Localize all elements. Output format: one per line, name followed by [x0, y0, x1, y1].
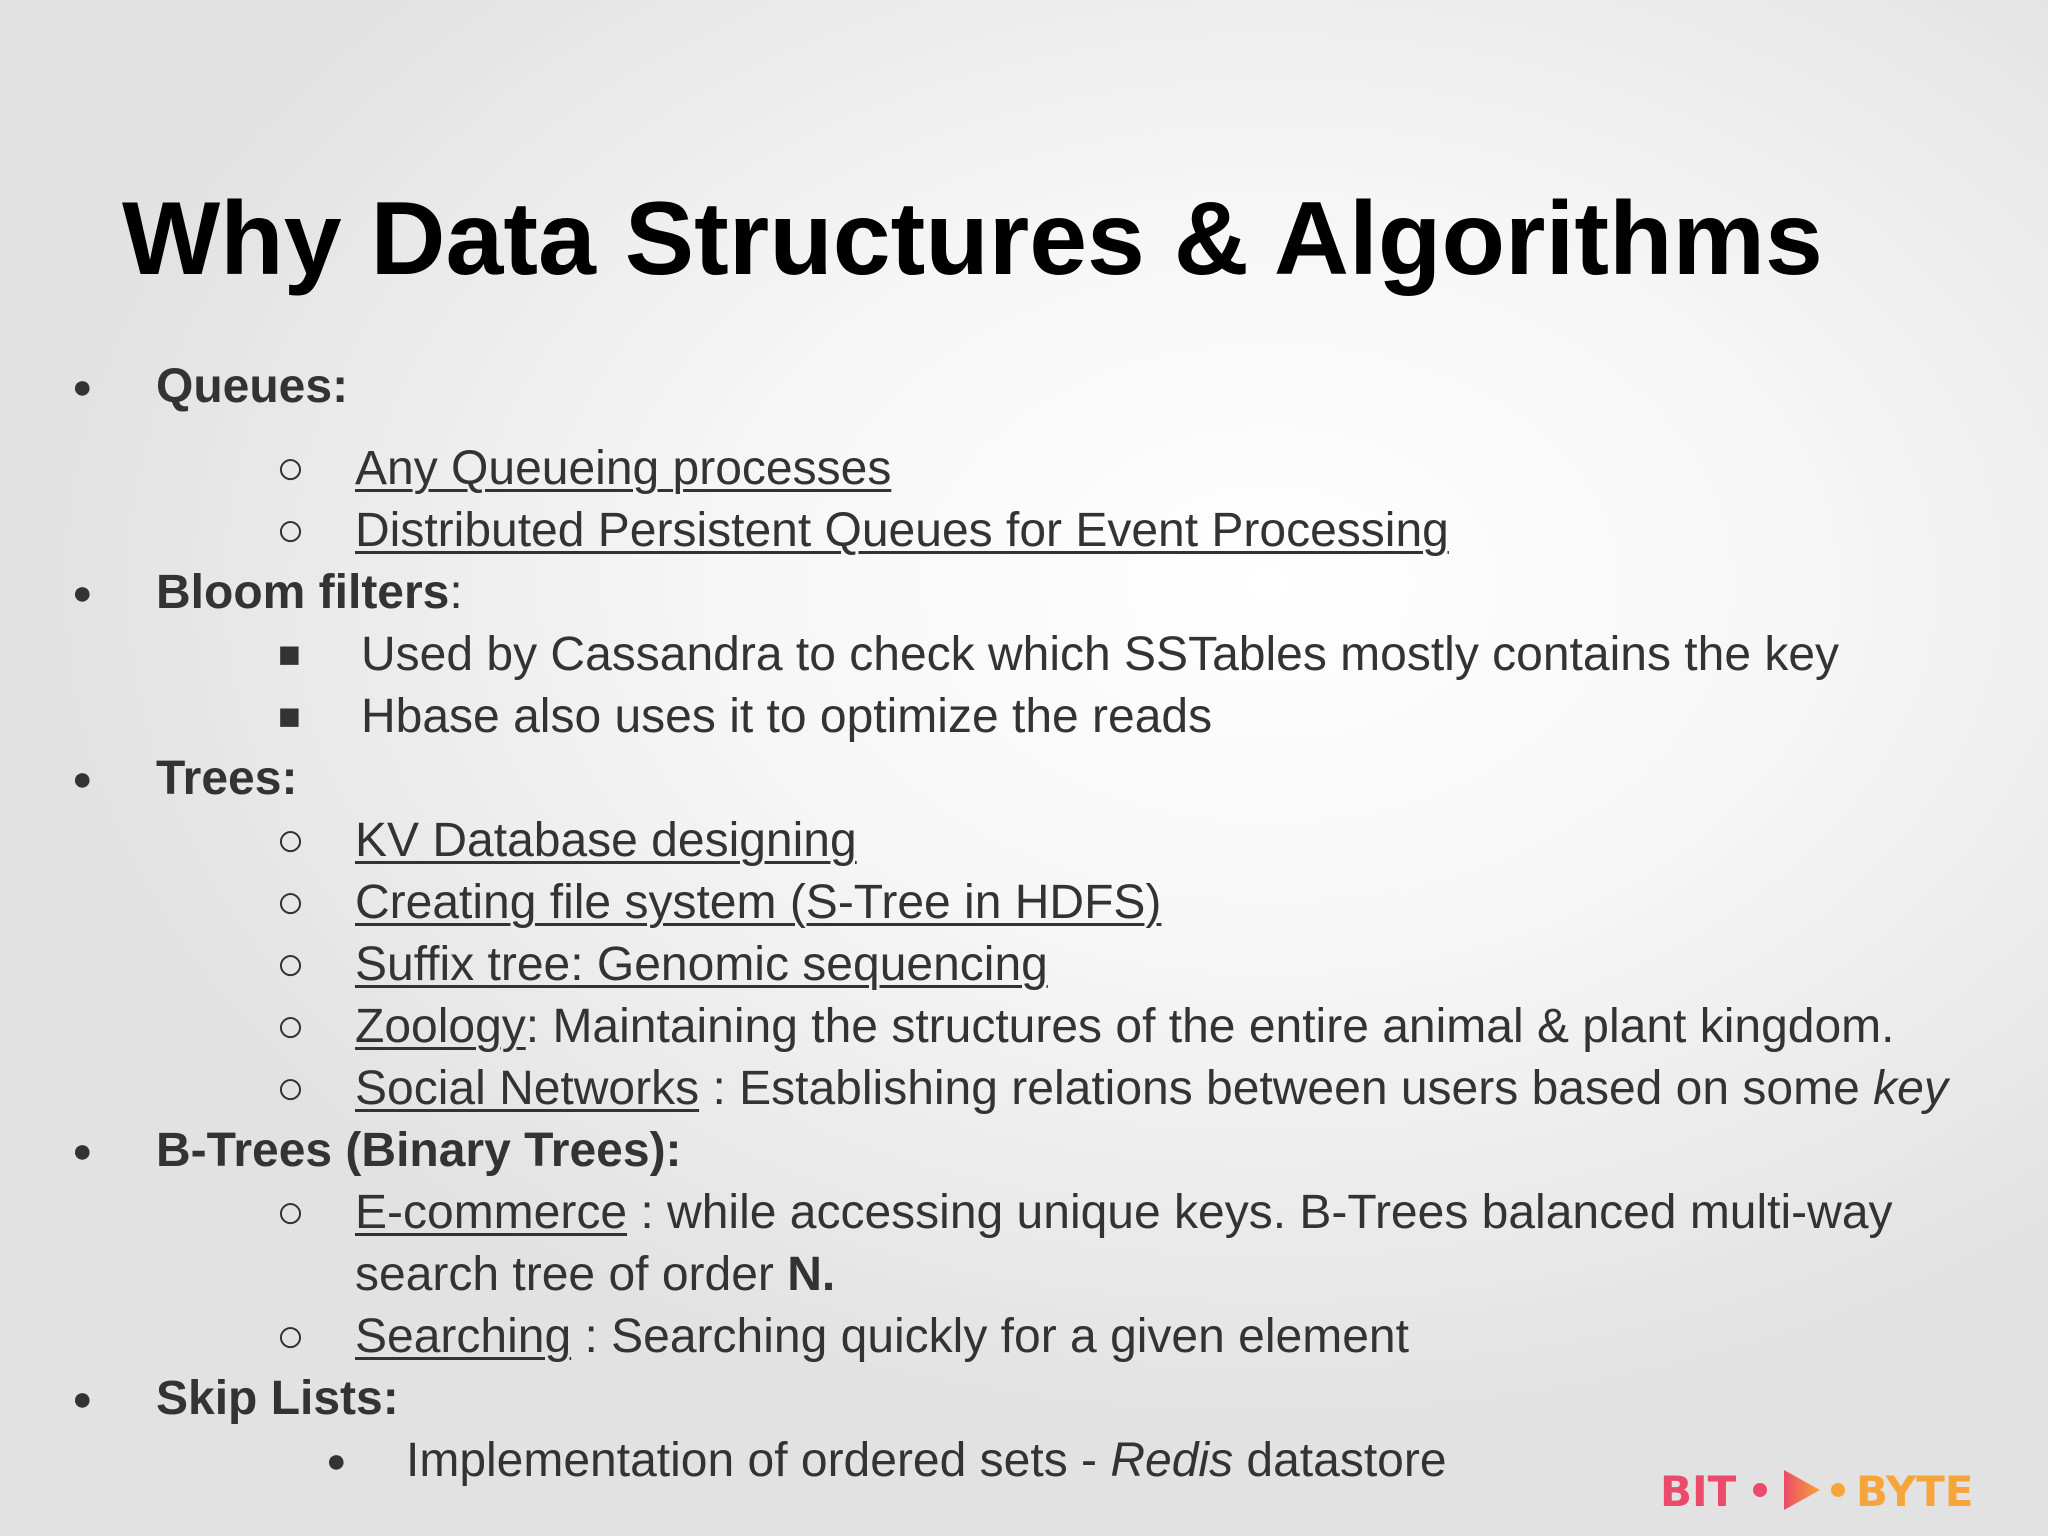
bullet-icon: ●: [72, 574, 93, 612]
circle-bullet-icon: ○: [276, 1062, 305, 1115]
list-item: [355, 1306, 1409, 1368]
item-text: search tree of order: [355, 1248, 788, 1301]
square-bullet-icon: ■: [278, 634, 301, 676]
item-text: : while accessing unique keys. B-Trees balanced multi-way: [627, 1186, 1893, 1239]
section-heading-btrees: B-Trees (Binary Trees):: [156, 1124, 682, 1177]
list-item: [355, 438, 891, 500]
item-text: : Establishing relations between users based on some: [699, 1062, 1874, 1115]
item-text: datastore: [1233, 1434, 1447, 1487]
list-item: [355, 934, 1048, 996]
item-bold: N.: [787, 1248, 836, 1301]
item-link[interactable]: Any Queueing processes: [355, 442, 892, 495]
bullet-icon: ●: [72, 760, 93, 798]
circle-bullet-icon: ○: [276, 938, 305, 991]
item-link[interactable]: Suffix tree: Genomic sequencing: [355, 938, 1048, 991]
item-link[interactable]: E-commerce: [355, 1186, 628, 1239]
list-item: Used by Cassandra to check which SSTables mostly contains the key: [361, 628, 1840, 681]
list-item-continuation: [355, 1244, 835, 1306]
bullet-icon: ●: [326, 1442, 347, 1480]
list-item: [355, 872, 1161, 934]
circle-bullet-icon: ○: [276, 1310, 305, 1363]
list-item: [355, 1058, 1948, 1120]
square-bullet-icon: ■: [278, 696, 301, 738]
list-item: [355, 500, 1449, 562]
item-italic: Redis: [1110, 1434, 1234, 1487]
list-item: Hbase also uses it to optimize the reads: [361, 690, 1213, 743]
list-item: [355, 810, 857, 872]
bit-byte-logo: [1658, 1462, 1988, 1518]
item-link[interactable]: Creating file system (S-Tree in HDFS): [355, 876, 1162, 929]
item-link[interactable]: Zoology: [355, 1000, 526, 1053]
bullet-icon: ●: [72, 368, 93, 406]
item-text: : Maintaining the structures of the entire animal & plant kingdom.: [525, 1000, 1895, 1053]
item-link[interactable]: KV Database designing: [355, 814, 857, 867]
circle-bullet-icon: ○: [276, 1000, 305, 1053]
circle-bullet-icon: ○: [276, 504, 305, 557]
bullet-icon: ●: [72, 1380, 93, 1418]
heading-colon: :: [449, 566, 463, 619]
item-link[interactable]: Searching: [355, 1310, 572, 1363]
section-heading-trees: Trees:: [156, 752, 298, 805]
circle-bullet-icon: ○: [276, 1186, 305, 1239]
item-link[interactable]: Social Networks: [355, 1062, 700, 1115]
heading-text: Bloom filters: [156, 566, 450, 619]
logo-arrow-icon: [1753, 1470, 1845, 1510]
section-heading-queues: Queues:: [156, 360, 349, 413]
section-heading-skip-lists: Skip Lists:: [156, 1372, 399, 1425]
item-text: Implementation of ordered sets -: [406, 1434, 1111, 1487]
section-heading-bloom: [156, 562, 463, 624]
logo-right-text: BYTE: [1856, 1467, 1974, 1516]
item-italic: key: [1873, 1062, 1948, 1115]
circle-bullet-icon: ○: [276, 814, 305, 867]
list-item: [355, 1182, 1893, 1244]
slide-title: Why Data Structures & Algorithms: [122, 181, 1823, 297]
list-item: [406, 1430, 1447, 1492]
list-item: [355, 996, 1895, 1058]
bullet-icon: ●: [72, 1132, 93, 1170]
item-link[interactable]: Distributed Persistent Queues for Event Processing: [355, 504, 1449, 557]
circle-bullet-icon: ○: [276, 876, 305, 929]
item-text: : Searching quickly for a given element: [571, 1310, 1409, 1363]
logo-left-text: BIT: [1660, 1467, 1737, 1516]
circle-bullet-icon: ○: [276, 442, 305, 495]
